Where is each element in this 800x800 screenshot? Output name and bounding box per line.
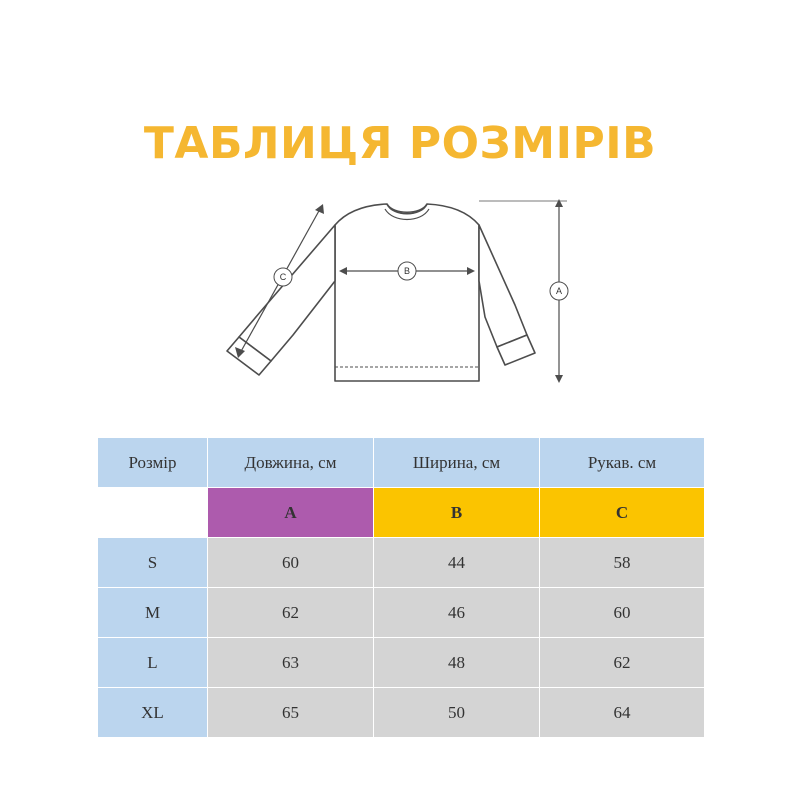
row-length: 63 — [208, 638, 374, 688]
letter-empty — [98, 488, 208, 538]
table-row — [98, 538, 705, 588]
header-length: Довжина, см — [208, 438, 374, 488]
measure-c-label: C — [279, 272, 287, 282]
letter-c: C — [540, 488, 705, 538]
table-row — [98, 688, 705, 738]
letter-b: B — [374, 488, 540, 538]
row-size: XL — [98, 688, 208, 738]
row-sleeve: 62 — [540, 638, 705, 688]
row-width: 48 — [374, 638, 540, 688]
garment-diagram-svg — [215, 185, 595, 410]
table-letter-row — [98, 488, 705, 538]
size-table — [97, 437, 705, 738]
table-row — [98, 638, 705, 688]
header-size: Розмір — [98, 438, 208, 488]
row-width: 46 — [374, 588, 540, 638]
page-title: ТАБЛИЦЯ РОЗМІРІВ — [143, 118, 657, 169]
row-size: M — [98, 588, 208, 638]
row-sleeve: 60 — [540, 588, 705, 638]
row-length: 65 — [208, 688, 374, 738]
size-table-wrapper — [97, 437, 704, 738]
header-width: Ширина, см — [374, 438, 540, 488]
measure-a-label: A — [555, 286, 563, 296]
row-length: 60 — [208, 538, 374, 588]
row-size: S — [98, 538, 208, 588]
row-sleeve: 58 — [540, 538, 705, 588]
garment-diagram — [215, 185, 595, 410]
table-header-row — [98, 438, 705, 488]
row-width: 44 — [374, 538, 540, 588]
row-width: 50 — [374, 688, 540, 738]
row-size: L — [98, 638, 208, 688]
row-length: 62 — [208, 588, 374, 638]
letter-a: A — [208, 488, 374, 538]
row-sleeve: 64 — [540, 688, 705, 738]
header-sleeve: Рукав. см — [540, 438, 705, 488]
measure-b-label: B — [403, 266, 411, 276]
table-row — [98, 588, 705, 638]
